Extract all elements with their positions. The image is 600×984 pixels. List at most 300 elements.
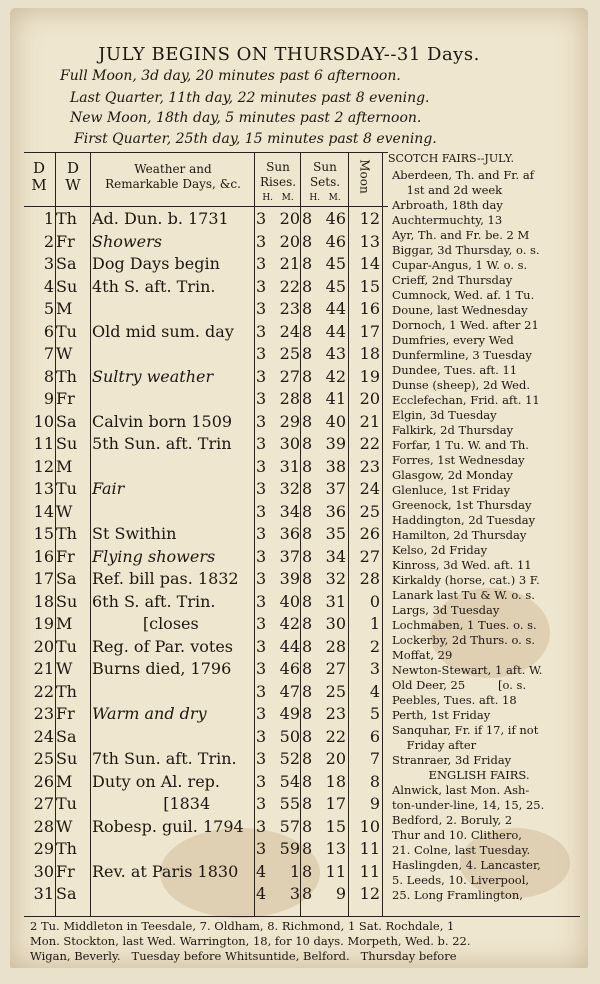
sunrise-hour: 3 [256, 501, 267, 521]
sunset-hour: 8 [302, 614, 313, 633]
day-of-month: 2 [43, 231, 54, 251]
sunset-minute: 35 [325, 524, 346, 543]
day-of-month: 4 [43, 276, 54, 296]
day-of-week: W [56, 501, 73, 521]
column-rule [348, 152, 349, 916]
day-of-week: Su [56, 749, 78, 768]
sunset-hour: 8 [302, 636, 313, 656]
sunrise-minute: 42 [279, 614, 300, 633]
sunset-minute: 38 [325, 456, 346, 476]
moon-age: 11 [359, 861, 380, 881]
sunrise-hour: 3 [256, 636, 267, 656]
sunset-minute: 44 [325, 299, 346, 318]
moon-age: 9 [369, 794, 380, 813]
sunset-hour: 8 [302, 389, 313, 408]
fair-entry: Haslingden, 4. Lancaster, [392, 858, 541, 872]
sunset-hour: 8 [302, 749, 313, 768]
day-of-month: 11 [33, 434, 54, 453]
sunset-hour: 8 [302, 456, 313, 476]
day-of-month: 5 [43, 299, 54, 318]
fair-entry: Cupar-Angus, 1 W. o. s. [392, 258, 528, 272]
header-sunset: Sun Sets. [309, 160, 341, 189]
sunrise-hour: 3 [256, 434, 267, 453]
sunset-hour: 8 [302, 591, 313, 611]
day-of-week: Su [56, 591, 78, 611]
fair-entry: Ecclefechan, Frid. aft. 11 [392, 393, 540, 407]
fair-entry: Auchtermuchty, 13 [392, 213, 503, 227]
sunrise-hour: 3 [256, 659, 267, 678]
moon-age: 12 [359, 884, 380, 903]
weather-note: Reg. of Par. votes [92, 636, 233, 656]
day-of-week: Sa [56, 411, 77, 431]
day-of-week: Tu [56, 321, 77, 341]
day-of-week: Fr [56, 389, 75, 408]
sunset-hour: 8 [302, 569, 313, 588]
weather-note: Dog Days begin [92, 254, 220, 273]
sunrise-minute: 3 [289, 884, 300, 903]
sunset-hour: 8 [302, 479, 313, 498]
sunrise-minute: 50 [279, 726, 300, 746]
day-of-month: 16 [33, 546, 54, 566]
fair-entry: Thur and 10. Clithero, [392, 828, 522, 842]
fair-entry: 21. Colne, last Tuesday. [392, 843, 531, 857]
moon-phase-first-quarter: First Quarter, 25th day, 15 minutes past 8 evening. [74, 131, 437, 147]
fair-entry: Falkirk, 2d Thursday [392, 423, 514, 437]
sunrise-hour: 3 [256, 726, 267, 746]
sunset-hour: 8 [302, 839, 313, 858]
weather-note: Sultry weather [92, 366, 214, 386]
moon-age: 6 [369, 726, 380, 746]
sunrise-minute: 57 [279, 816, 300, 836]
sunset-hour: 8 [302, 524, 313, 543]
fair-entry: Haddington, 2d Tuesday [392, 513, 536, 527]
day-of-week: M [56, 771, 73, 791]
sunrise-minute: 34 [279, 501, 300, 521]
sunrise-minute: 55 [279, 794, 300, 813]
sunset-minute: 36 [325, 501, 346, 521]
sunset-hour: 8 [302, 276, 313, 296]
sunset-hour: 8 [302, 704, 313, 723]
day-of-month: 21 [33, 659, 54, 678]
sunrise-minute: 21 [279, 254, 300, 273]
sunrise-hour: 3 [256, 546, 267, 566]
sunset-minute: 37 [325, 479, 346, 498]
fair-entry: 1st and 2d week [392, 183, 503, 197]
weather-note: Duty on Al. rep. [92, 771, 220, 791]
sunrise-minute: 39 [279, 569, 300, 588]
day-of-week: Fr [56, 546, 75, 566]
moon-age: 19 [359, 366, 380, 386]
moon-age: 7 [369, 749, 380, 768]
sunset-minute: 20 [325, 749, 346, 768]
weather-note: 5th Sun. aft. Trin [92, 434, 232, 453]
column-rule [254, 152, 255, 916]
sunrise-hour: 3 [256, 389, 267, 408]
sunset-hour: 8 [302, 681, 313, 701]
sunrise-minute: 59 [279, 839, 300, 858]
sunrise-hour: 3 [256, 816, 267, 836]
sunrise-minute: 47 [279, 681, 300, 701]
header-rule [24, 206, 388, 207]
day-of-week: Fr [56, 231, 75, 251]
fair-entry: Dumfries, every Wed [392, 333, 514, 347]
header-sunrise: Sun Rises. [259, 160, 297, 189]
day-of-month: 22 [33, 681, 54, 701]
sunset-minute: 32 [325, 569, 346, 588]
sunset-hour: 8 [302, 771, 313, 791]
sunset-minute: 39 [325, 434, 346, 453]
sunrise-hour: 3 [256, 231, 267, 251]
fair-entry: Moffat, 29 [392, 648, 453, 662]
sunrise-hour: 3 [256, 276, 267, 296]
day-of-week: W [56, 816, 73, 836]
sunset-minute: 27 [325, 659, 346, 678]
sunrise-hour: 3 [256, 479, 267, 498]
sunrise-hour: 3 [256, 344, 267, 363]
day-of-week: Sa [56, 254, 77, 273]
moon-age: 10 [359, 816, 380, 836]
moon-age: 27 [359, 546, 380, 566]
sunrise-hour: 4 [256, 884, 267, 903]
sunrise-minute: 32 [279, 479, 300, 498]
fair-entry: Forfar, 1 Tu. W. and Th. [392, 438, 529, 452]
sunset-hour: 8 [302, 366, 313, 386]
sunset-hour: 8 [302, 209, 313, 228]
sunset-minute: 17 [325, 794, 346, 813]
fair-entry: Cumnock, Wed. af. 1 Tu. [392, 288, 535, 302]
fair-entry: 25. Long Framlington, [392, 888, 523, 902]
fair-entry: Greenock, 1st Thursday [392, 498, 532, 512]
moon-age: 14 [359, 254, 380, 273]
day-of-week: Th [56, 524, 77, 543]
moon-age: 28 [359, 569, 380, 588]
weather-note: Old mid sum. day [92, 321, 234, 341]
header-day-of-month: D M [31, 159, 47, 194]
day-of-month: 18 [33, 591, 54, 611]
fair-entry: Elgin, 3d Tuesday [392, 408, 497, 422]
sunrise-hour: 4 [256, 861, 267, 881]
day-of-week: W [56, 344, 73, 363]
sunrise-hour: 3 [256, 524, 267, 543]
sunset-minute: 22 [325, 726, 346, 746]
moon-age: 17 [359, 321, 380, 341]
day-of-week: M [56, 456, 73, 476]
sunrise-minute: 23 [279, 299, 300, 318]
fair-entry: Dornoch, 1 Wed. after 21 [392, 318, 539, 332]
day-of-month: 10 [33, 411, 54, 431]
day-of-month: 12 [33, 456, 54, 476]
fair-entry: Old Deer, 25 [o. s. [392, 678, 527, 692]
moon-age: 21 [359, 411, 380, 431]
fair-entry: Ayr, Th. and Fr. be. 2 M [392, 228, 530, 242]
sunset-hour: 8 [302, 794, 313, 813]
moon-age: 15 [359, 276, 380, 296]
day-of-month: 31 [33, 884, 54, 903]
sunset-hour: 8 [302, 321, 313, 341]
table-top-rule [24, 152, 388, 153]
moon-age: 1 [369, 614, 380, 633]
sunset-hour: 8 [302, 884, 313, 903]
day-of-week: Tu [56, 636, 77, 656]
sunrise-hour: 3 [256, 591, 267, 611]
sunrise-minute: 36 [279, 524, 300, 543]
fair-entry: Newton-Stewart, 1 aft. W. [392, 663, 543, 677]
fair-entry: Perth, 1st Friday [392, 708, 491, 722]
day-of-week: Th [56, 209, 77, 228]
fair-entry: Sanquhar, Fr. if 17, if not [392, 723, 539, 737]
sunset-hour: 8 [302, 501, 313, 521]
fair-entry: Kelso, 2d Friday [392, 543, 488, 557]
sunrise-minute: 46 [279, 659, 300, 678]
table-bottom-rule [24, 916, 580, 917]
moon-age: 25 [359, 501, 380, 521]
day-of-week: Tu [56, 794, 77, 813]
fair-entry: Lochmaben, 1 Tues. o. s. [392, 618, 537, 632]
fair-entry: Lockerby, 2d Thurs. o. s. [392, 633, 536, 647]
sunset-hour: 8 [302, 659, 313, 678]
fair-entry: Glasgow, 2d Monday [392, 468, 513, 482]
weather-note: Rev. at Paris 1830 [92, 861, 239, 881]
sunset-hour: 8 [302, 411, 313, 431]
day-of-month: 3 [43, 254, 54, 273]
day-of-week: Th [56, 681, 77, 701]
sunrise-minute: 52 [279, 749, 300, 768]
fair-entry: Alnwick, last Mon. Ash- [392, 783, 530, 797]
footer-line: Mon. Stockton, last Wed. Warrington, 18, for 10 days. Morpeth, Wed. b. 22. [30, 934, 471, 948]
header-scotch-fairs: SCOTCH FAIRS--JULY. [388, 152, 515, 165]
sunrise-hour: 3 [256, 839, 267, 858]
sunrise-hour: 3 [256, 321, 267, 341]
day-of-week: W [56, 659, 73, 678]
moon-age: 5 [369, 704, 380, 723]
moon-age: 24 [359, 479, 380, 498]
day-of-month: 17 [33, 569, 54, 588]
fair-entry: Glenluce, 1st Friday [392, 483, 511, 497]
weather-note: Showers [92, 231, 162, 251]
weather-note: St Swithin [92, 524, 177, 543]
fair-entry: Dunfermline, 3 Tuesday [392, 348, 532, 362]
moon-age: 18 [359, 344, 380, 363]
column-rule [382, 152, 383, 916]
moon-age: 2 [369, 636, 380, 656]
sunset-minute: 13 [325, 839, 346, 858]
day-of-month: 19 [33, 614, 54, 633]
fair-entry: 5. Leeds, 10. Liverpool, [392, 873, 530, 887]
moon-phase-full: Full Moon, 3d day, 20 minutes past 6 afternoon. [60, 68, 401, 84]
fair-entry: Bedford, 2. Boruly, 2 [392, 813, 513, 827]
sunrise-minute: 24 [279, 321, 300, 341]
moon-age: 16 [359, 299, 380, 318]
day-of-month: 26 [33, 771, 54, 791]
sunrise-minute: 49 [279, 704, 300, 723]
sunset-minute: 45 [325, 254, 346, 273]
column-rule [90, 152, 91, 916]
day-of-month: 27 [33, 794, 54, 813]
weather-note: Flying showers [92, 546, 216, 566]
sunrise-minute: 31 [279, 456, 300, 476]
moon-age: 4 [369, 681, 380, 701]
sunset-minute: 11 [325, 861, 346, 881]
fair-entry: Kirkaldy (horse, cat.) 3 F. [392, 573, 540, 587]
sunset-hour: 8 [302, 231, 313, 251]
fair-entry: Aberdeen, Th. and Fr. af [392, 168, 534, 182]
sunset-hour: 8 [302, 816, 313, 836]
sunset-minute: 42 [325, 366, 346, 386]
column-rule [300, 152, 301, 916]
day-of-month: 15 [33, 524, 54, 543]
sunrise-minute: 54 [279, 771, 300, 791]
sunrise-minute: 27 [279, 366, 300, 386]
sunset-minute: 41 [325, 389, 346, 408]
header-hm-sunrise: H. M. [262, 193, 294, 203]
fair-entry: Crieff, 2nd Thursday [392, 273, 513, 287]
fair-entry: Biggar, 3d Thursday, o. s. [392, 243, 540, 257]
sunrise-minute: 44 [279, 636, 300, 656]
fair-entry: Friday after [392, 738, 477, 752]
sunrise-hour: 3 [256, 254, 267, 273]
fair-entry: Dundee, Tues. aft. 11 [392, 363, 518, 377]
moon-age: 26 [359, 524, 380, 543]
weather-note: Calvin born 1509 [92, 411, 233, 431]
weather-note: 4th S. aft. Trin. [92, 276, 216, 296]
fair-entry: Dunse (sheep), 2d Wed. [392, 378, 530, 392]
day-of-week: Th [56, 839, 77, 858]
sunrise-minute: 25 [279, 344, 300, 363]
day-of-month: 6 [43, 321, 54, 341]
fair-entry: Lanark last Tu & W. o. s. [392, 588, 535, 602]
sunset-minute: 9 [335, 884, 346, 903]
moon-age: 3 [369, 659, 380, 678]
moon-age: 20 [359, 389, 380, 408]
weather-note: 6th S. aft. Trin. [92, 591, 216, 611]
sunrise-minute: 28 [279, 389, 300, 408]
moon-age: 12 [359, 209, 380, 228]
moon-age: 11 [359, 839, 380, 858]
moon-age: 23 [359, 456, 380, 476]
sunrise-minute: 29 [279, 411, 300, 431]
weather-note: Ref. bill pas. 1832 [92, 569, 239, 588]
fair-entry: Peebles, Tues. aft. 18 [392, 693, 517, 707]
sunrise-minute: 30 [279, 434, 300, 453]
weather-note: Warm and dry [92, 704, 207, 723]
sunset-hour: 8 [302, 726, 313, 746]
day-of-month: 30 [33, 861, 54, 881]
sunrise-hour: 3 [256, 366, 267, 386]
fair-entry: Stranraer, 3d Friday [392, 753, 512, 767]
day-of-week: Tu [56, 479, 77, 498]
day-of-month: 9 [43, 389, 54, 408]
sunrise-hour: 3 [256, 704, 267, 723]
day-of-month: 20 [33, 636, 54, 656]
moon-age: 13 [359, 231, 380, 251]
sunrise-hour: 3 [256, 569, 267, 588]
sunrise-hour: 3 [256, 681, 267, 701]
sunrise-hour: 3 [256, 771, 267, 791]
day-of-week: Su [56, 434, 78, 453]
moon-age: 8 [369, 771, 380, 791]
sunset-minute: 34 [325, 546, 346, 566]
sunrise-minute: 40 [279, 591, 300, 611]
day-of-month: 7 [43, 344, 54, 363]
sunrise-minute: 37 [279, 546, 300, 566]
day-of-week: Su [56, 276, 78, 296]
footer-line: Wigan, Beverly. Tuesday before Whitsuntide, Belford. Thursday before [30, 949, 457, 963]
header-moon: Moon [357, 159, 372, 194]
fair-entry: ENGLISH FAIRS. [392, 768, 530, 782]
weather-note: [closes [92, 614, 199, 633]
weather-note: Ad. Dun. b. 1731 [92, 209, 229, 228]
day-of-month: 8 [43, 366, 54, 386]
header-hm-sunset: H. M. [309, 193, 341, 203]
sunset-minute: 23 [325, 704, 346, 723]
day-of-month: 13 [33, 479, 54, 498]
weather-note: Burns died, 1796 [92, 659, 232, 678]
fair-entry: Kinross, 3d Wed. aft. 11 [392, 558, 532, 572]
sunset-minute: 44 [325, 321, 346, 341]
fair-entry: Largs, 3d Tuesday [392, 603, 500, 617]
sunset-minute: 28 [325, 636, 346, 656]
moon-age: 0 [369, 591, 380, 611]
sunset-hour: 8 [302, 434, 313, 453]
sunrise-hour: 3 [256, 614, 267, 633]
sunrise-hour: 3 [256, 209, 267, 228]
page-title: JULY BEGINS ON THURSDAY--31 Days. [98, 44, 480, 65]
sunrise-hour: 3 [256, 794, 267, 813]
weather-note: [1834 [92, 794, 211, 813]
sunset-minute: 46 [325, 209, 346, 228]
day-of-month: 24 [33, 726, 54, 746]
header-day-of-week: D W [65, 159, 81, 194]
moon-phase-last-quarter: Last Quarter, 11th day, 22 minutes past 8 evening. [70, 90, 430, 106]
day-of-week: Fr [56, 861, 75, 881]
day-of-month: 1 [43, 209, 54, 228]
day-of-week: Sa [56, 884, 77, 903]
sunrise-minute: 20 [279, 209, 300, 228]
footer-line: 2 Tu. Middleton in Teesdale, 7. Oldham, 8. Richmond, 1 Sat. Rochdale, 1 [30, 919, 455, 933]
day-of-month: 29 [33, 839, 54, 858]
day-of-week: Fr [56, 704, 75, 723]
fair-entry: Doune, last Wednesday [392, 303, 528, 317]
sunset-minute: 46 [325, 231, 346, 251]
sunset-hour: 8 [302, 546, 313, 566]
sunset-minute: 15 [325, 816, 346, 836]
fair-entry: Forres, 1st Wednesday [392, 453, 525, 467]
day-of-month: 23 [33, 704, 54, 723]
weather-note: Fair [92, 479, 125, 498]
sunrise-hour: 3 [256, 749, 267, 768]
sunset-minute: 40 [325, 411, 346, 431]
fair-entry: ton-under-line, 14, 15, 25. [392, 798, 545, 812]
fair-entry: Arbroath, 18th day [392, 198, 503, 212]
sunset-hour: 8 [302, 344, 313, 363]
sunset-minute: 45 [325, 276, 346, 296]
header-weather: Weather and Remarkable Days, &c. [105, 162, 241, 191]
sunrise-hour: 3 [256, 411, 267, 431]
sunset-minute: 43 [325, 344, 346, 363]
weather-note: Robesp. guil. 1794 [92, 816, 244, 836]
day-of-week: Th [56, 366, 77, 386]
sunset-hour: 8 [302, 861, 313, 881]
day-of-week: Sa [56, 569, 77, 588]
sunset-minute: 18 [325, 771, 346, 791]
day-of-week: M [56, 299, 73, 318]
sunset-minute: 25 [325, 681, 346, 701]
day-of-week: Sa [56, 726, 77, 746]
fair-entry: Hamilton, 2d Thursday [392, 528, 527, 542]
moon-phase-new: New Moon, 18th day, 5 minutes past 2 afternoon. [70, 110, 422, 126]
sunrise-minute: 1 [289, 861, 300, 881]
moon-age: 22 [359, 434, 380, 453]
